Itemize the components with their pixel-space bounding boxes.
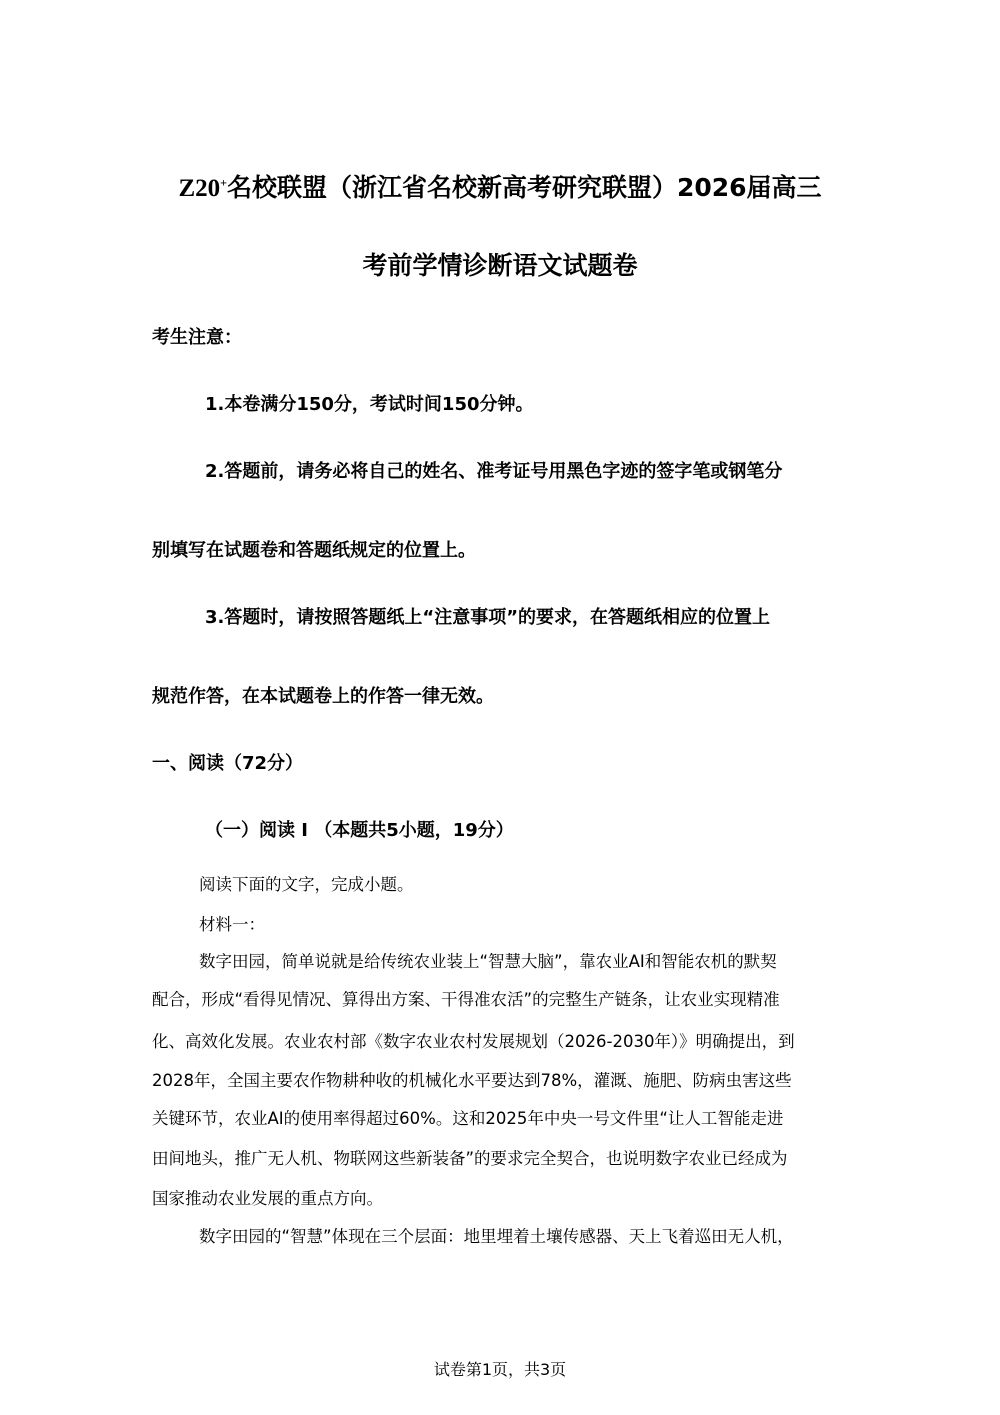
passage-line: 数字田园的“智慧”体现在三个层面：地里埋着土壤传感器、天上飞着巡田无人机， bbox=[199, 1227, 794, 1246]
passage-line: 2028年，全国主要农作物耕种收的机械化水平要达到78%，灌溉、施肥、防病虫害这些 bbox=[152, 1071, 792, 1090]
notice-item-3-line-2: 规范作答，在本试题卷上的作答一律无效。 bbox=[152, 686, 494, 707]
passage-line: 关键环节，农业AI的使用率得超过60%。这和2025年中央一号文件里“让人工智能走进 bbox=[152, 1109, 784, 1128]
notice-item-3-line-1: 3.答题时，请按照答题纸上“注意事项”的要求，在答题纸相应的位置上 bbox=[205, 607, 771, 628]
notice-heading: 考生注意： bbox=[152, 327, 242, 348]
passage-instruction: 阅读下面的文字，完成小题。 bbox=[199, 875, 414, 894]
page-subtitle: 考前学情诊断语文试题卷 bbox=[362, 251, 638, 280]
notice-item-2-line-2: 别填写在试题卷和答题纸规定的位置上。 bbox=[152, 540, 476, 561]
passage-line: 化、高效化发展。农业农村部《数字农业农村发展规划（2026-2030年）》明确提出，到 bbox=[152, 1032, 795, 1051]
page-footer: 试卷第1页，共3页 bbox=[433, 1360, 567, 1379]
section-subheading: （一）阅读 I （本题共5小题，19分） bbox=[205, 820, 514, 841]
passage-line: 国家推动农业发展的重点方向。 bbox=[152, 1189, 383, 1208]
title-superscript: + bbox=[220, 175, 227, 190]
passage-line: 田间地头，推广无人机、物联网这些新装备”的要求完全契合，也说明数字农业已经成为 bbox=[152, 1149, 788, 1168]
title-line1-rest: 名校联盟（浙江省名校新高考研究联盟）2026届高三 bbox=[226, 173, 822, 202]
notice-item-2-line-1: 2.答题前，请务必将自己的姓名、准考证号用黑色字迹的签字笔或钢笔分 bbox=[205, 461, 783, 482]
material-label: 材料一： bbox=[199, 915, 265, 934]
passage-line: 配合，形成“看得见情况、算得出方案、干得准农活”的完整生产链条，让农业实现精准 bbox=[152, 990, 780, 1009]
passage-line: 数字田园，简单说就是给传统农业装上“智慧大脑”，靠农业AI和智能农机的默契 bbox=[199, 952, 777, 971]
notice-item-1: 1.本卷满分150分，考试时间150分钟。 bbox=[205, 394, 534, 415]
title-prefix: Z20 bbox=[178, 175, 221, 202]
section-heading: 一、阅读（72分） bbox=[152, 753, 304, 774]
page-title bbox=[0, 168, 1000, 204]
